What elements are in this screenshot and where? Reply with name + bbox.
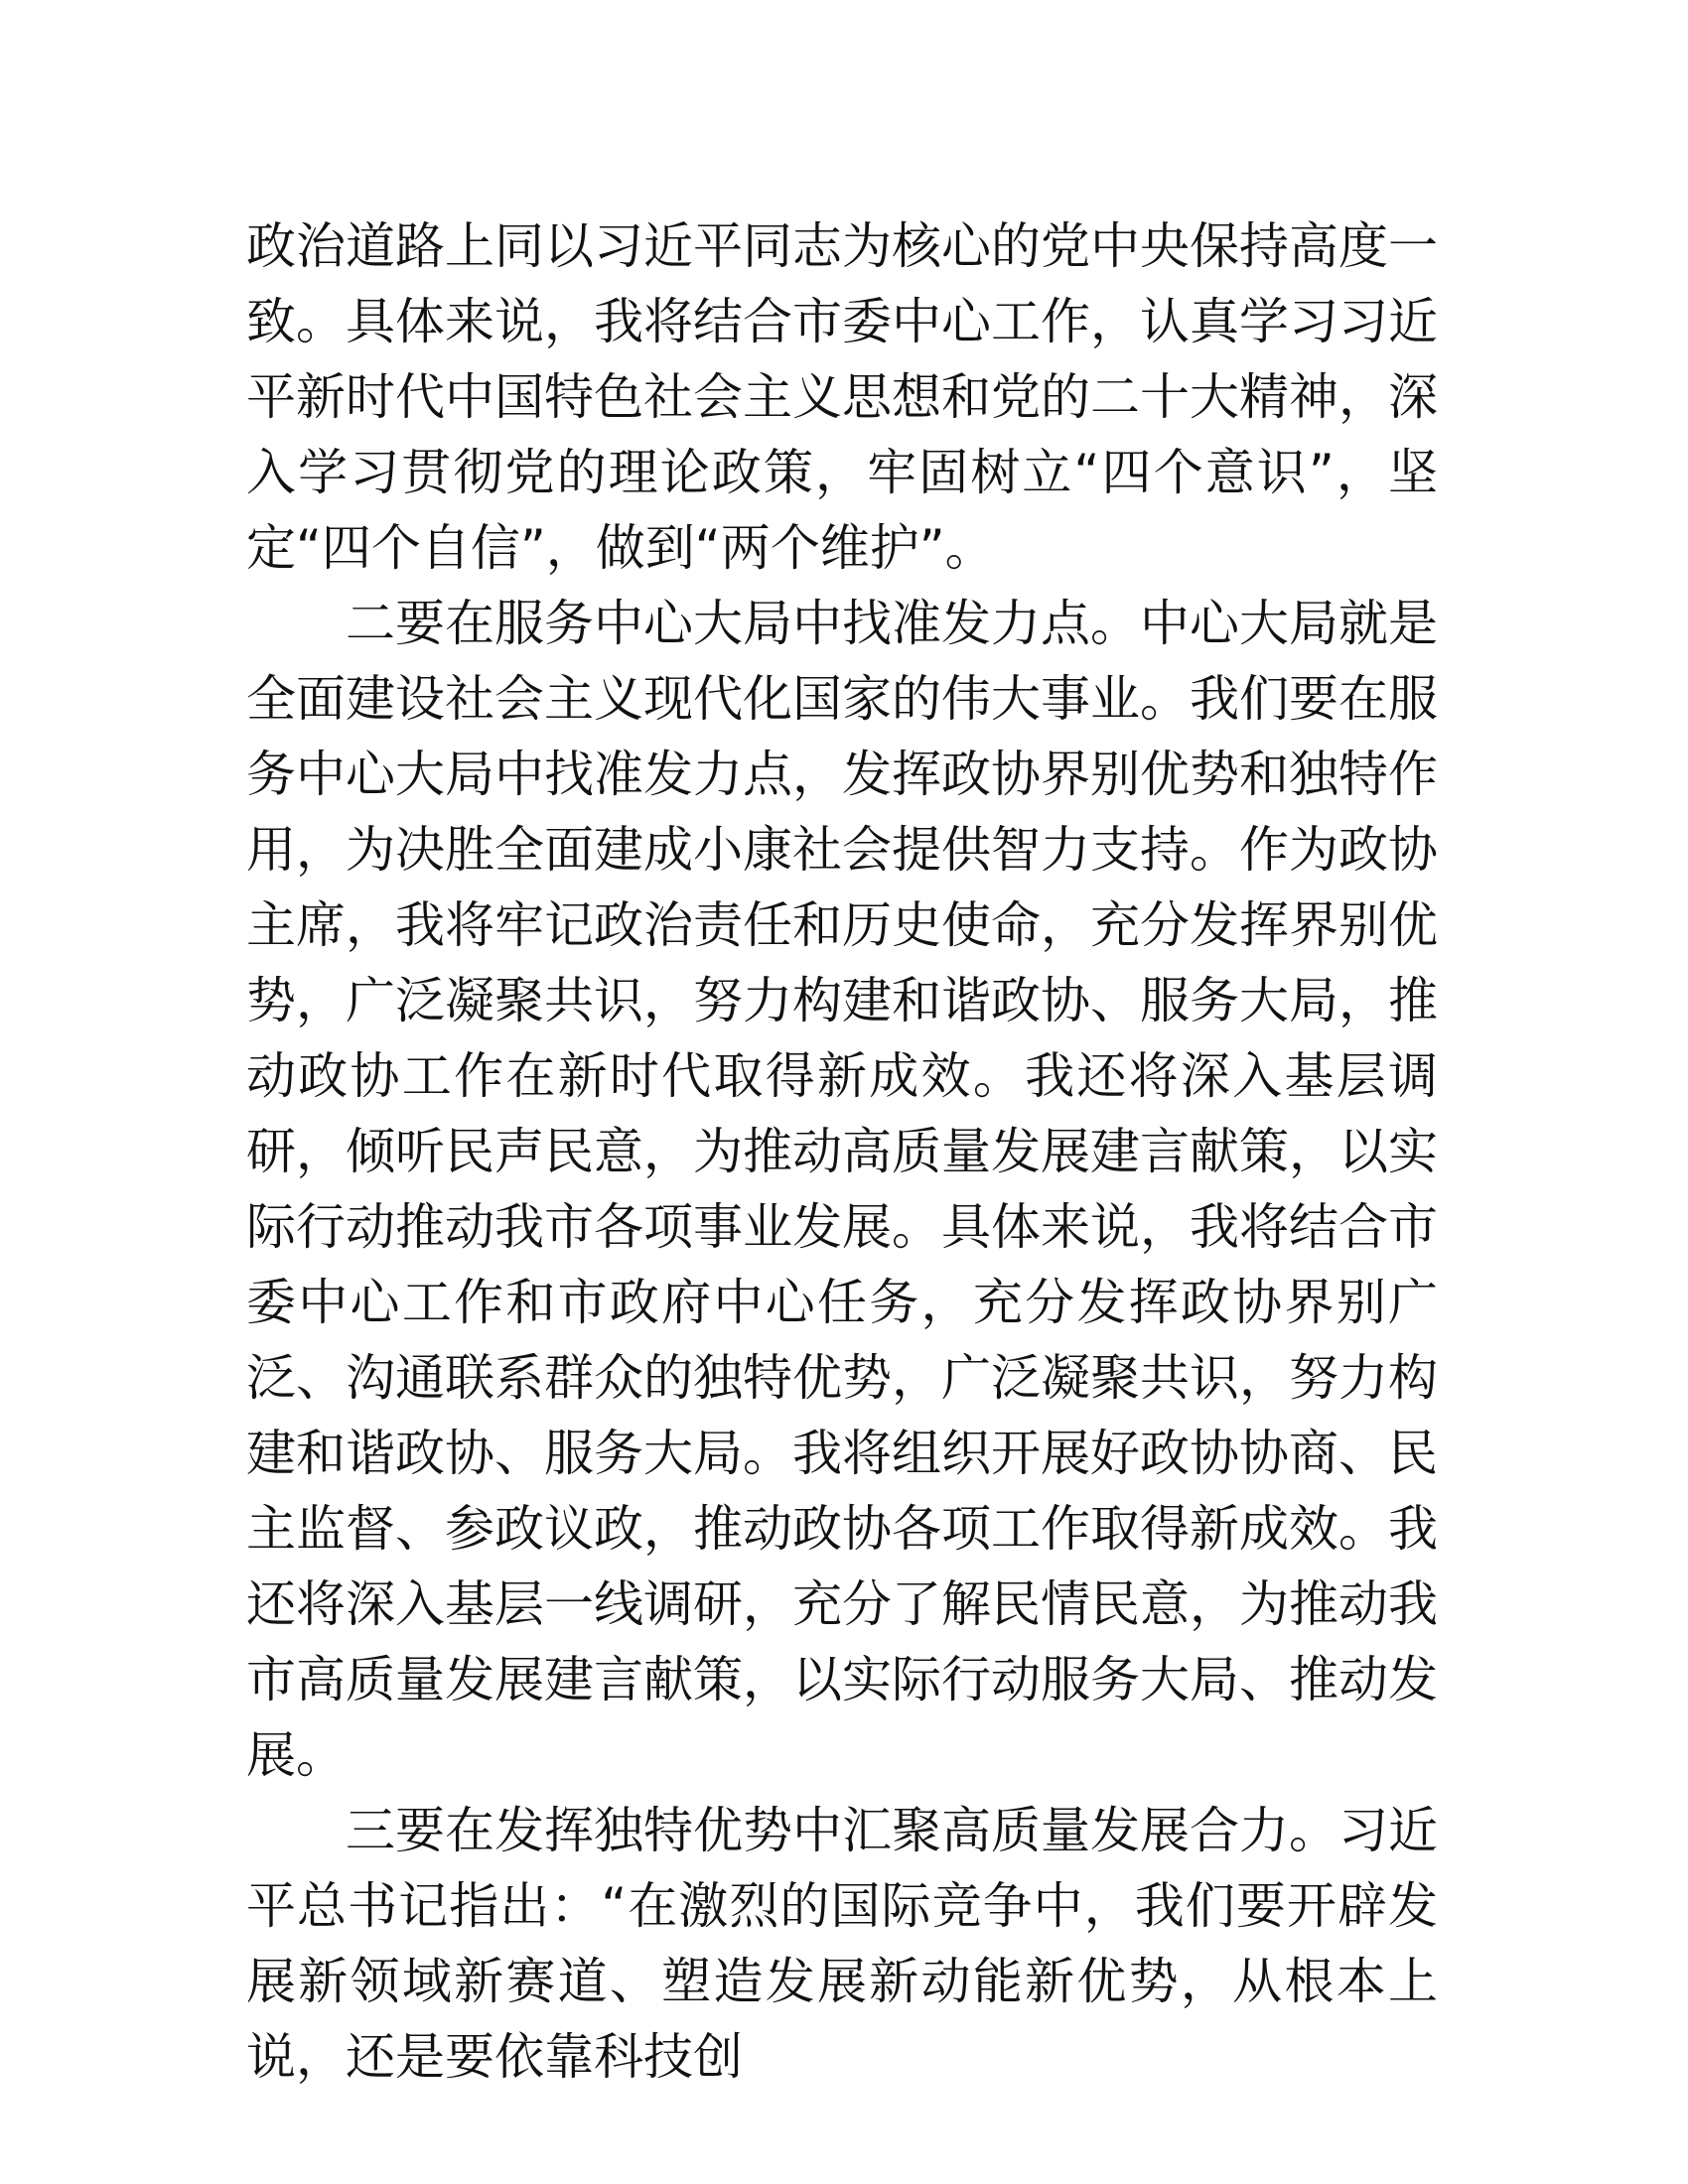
paragraph-second-point: 二要在服务中心大局中找准发力点。中心大局就是全面建设社会主义现代化国家的伟大事业。我们要在服务中心大局中找准发力点，发挥政协界别优势和独特作用，为决胜全面建成小康社会提供智力支持。作为政协主席，我将牢记政治责任和历史使命，充分发挥界别优势，广泛凝聚共识，努力构建和谐政协、服务大局，推动政协工作在新时代取得新成效。我还将深入基层调研，倾听民声民意，为推动高质量发展建言献策，以实际行动推动我市各项事业发展。具体来说，我将结合市委中心工作和市政府中心任务，充分发挥政协界别广泛、沟通联系群众的独特优势，广泛凝聚共识，努力构建和谐政协、服务大局。我将组织开展好政协协商、民主监督、参政议政，推动政协各项工作取得新成效。我还将深入基层一线调研，充分了解民情民意，为推动我市高质量发展建言献策，以实际行动服务大局、推动发展。	[246, 595, 1438, 1784]
paragraph-continuation: 政治道路上同以习近平同志为核心的党中央保持高度一致。具体来说，我将结合市委中心工作，认真学习习近平新时代中国特色社会主义思想和党的二十大精神，深入学习贯彻党的理论政策，牢固树立“四个意识”，坚定“四个自信”，做到“两个维护”。	[246, 217, 1438, 577]
document-body	[246, 208, 1438, 2095]
paragraph-third-point: 三要在发挥独特优势中汇聚高质量发展合力。习近平总书记指出：“在激烈的国际竞争中，我们要开辟发展新领域新赛道、塑造发展新动能新优势，从根本上说，还是要依靠科技创	[246, 1802, 1438, 2086]
